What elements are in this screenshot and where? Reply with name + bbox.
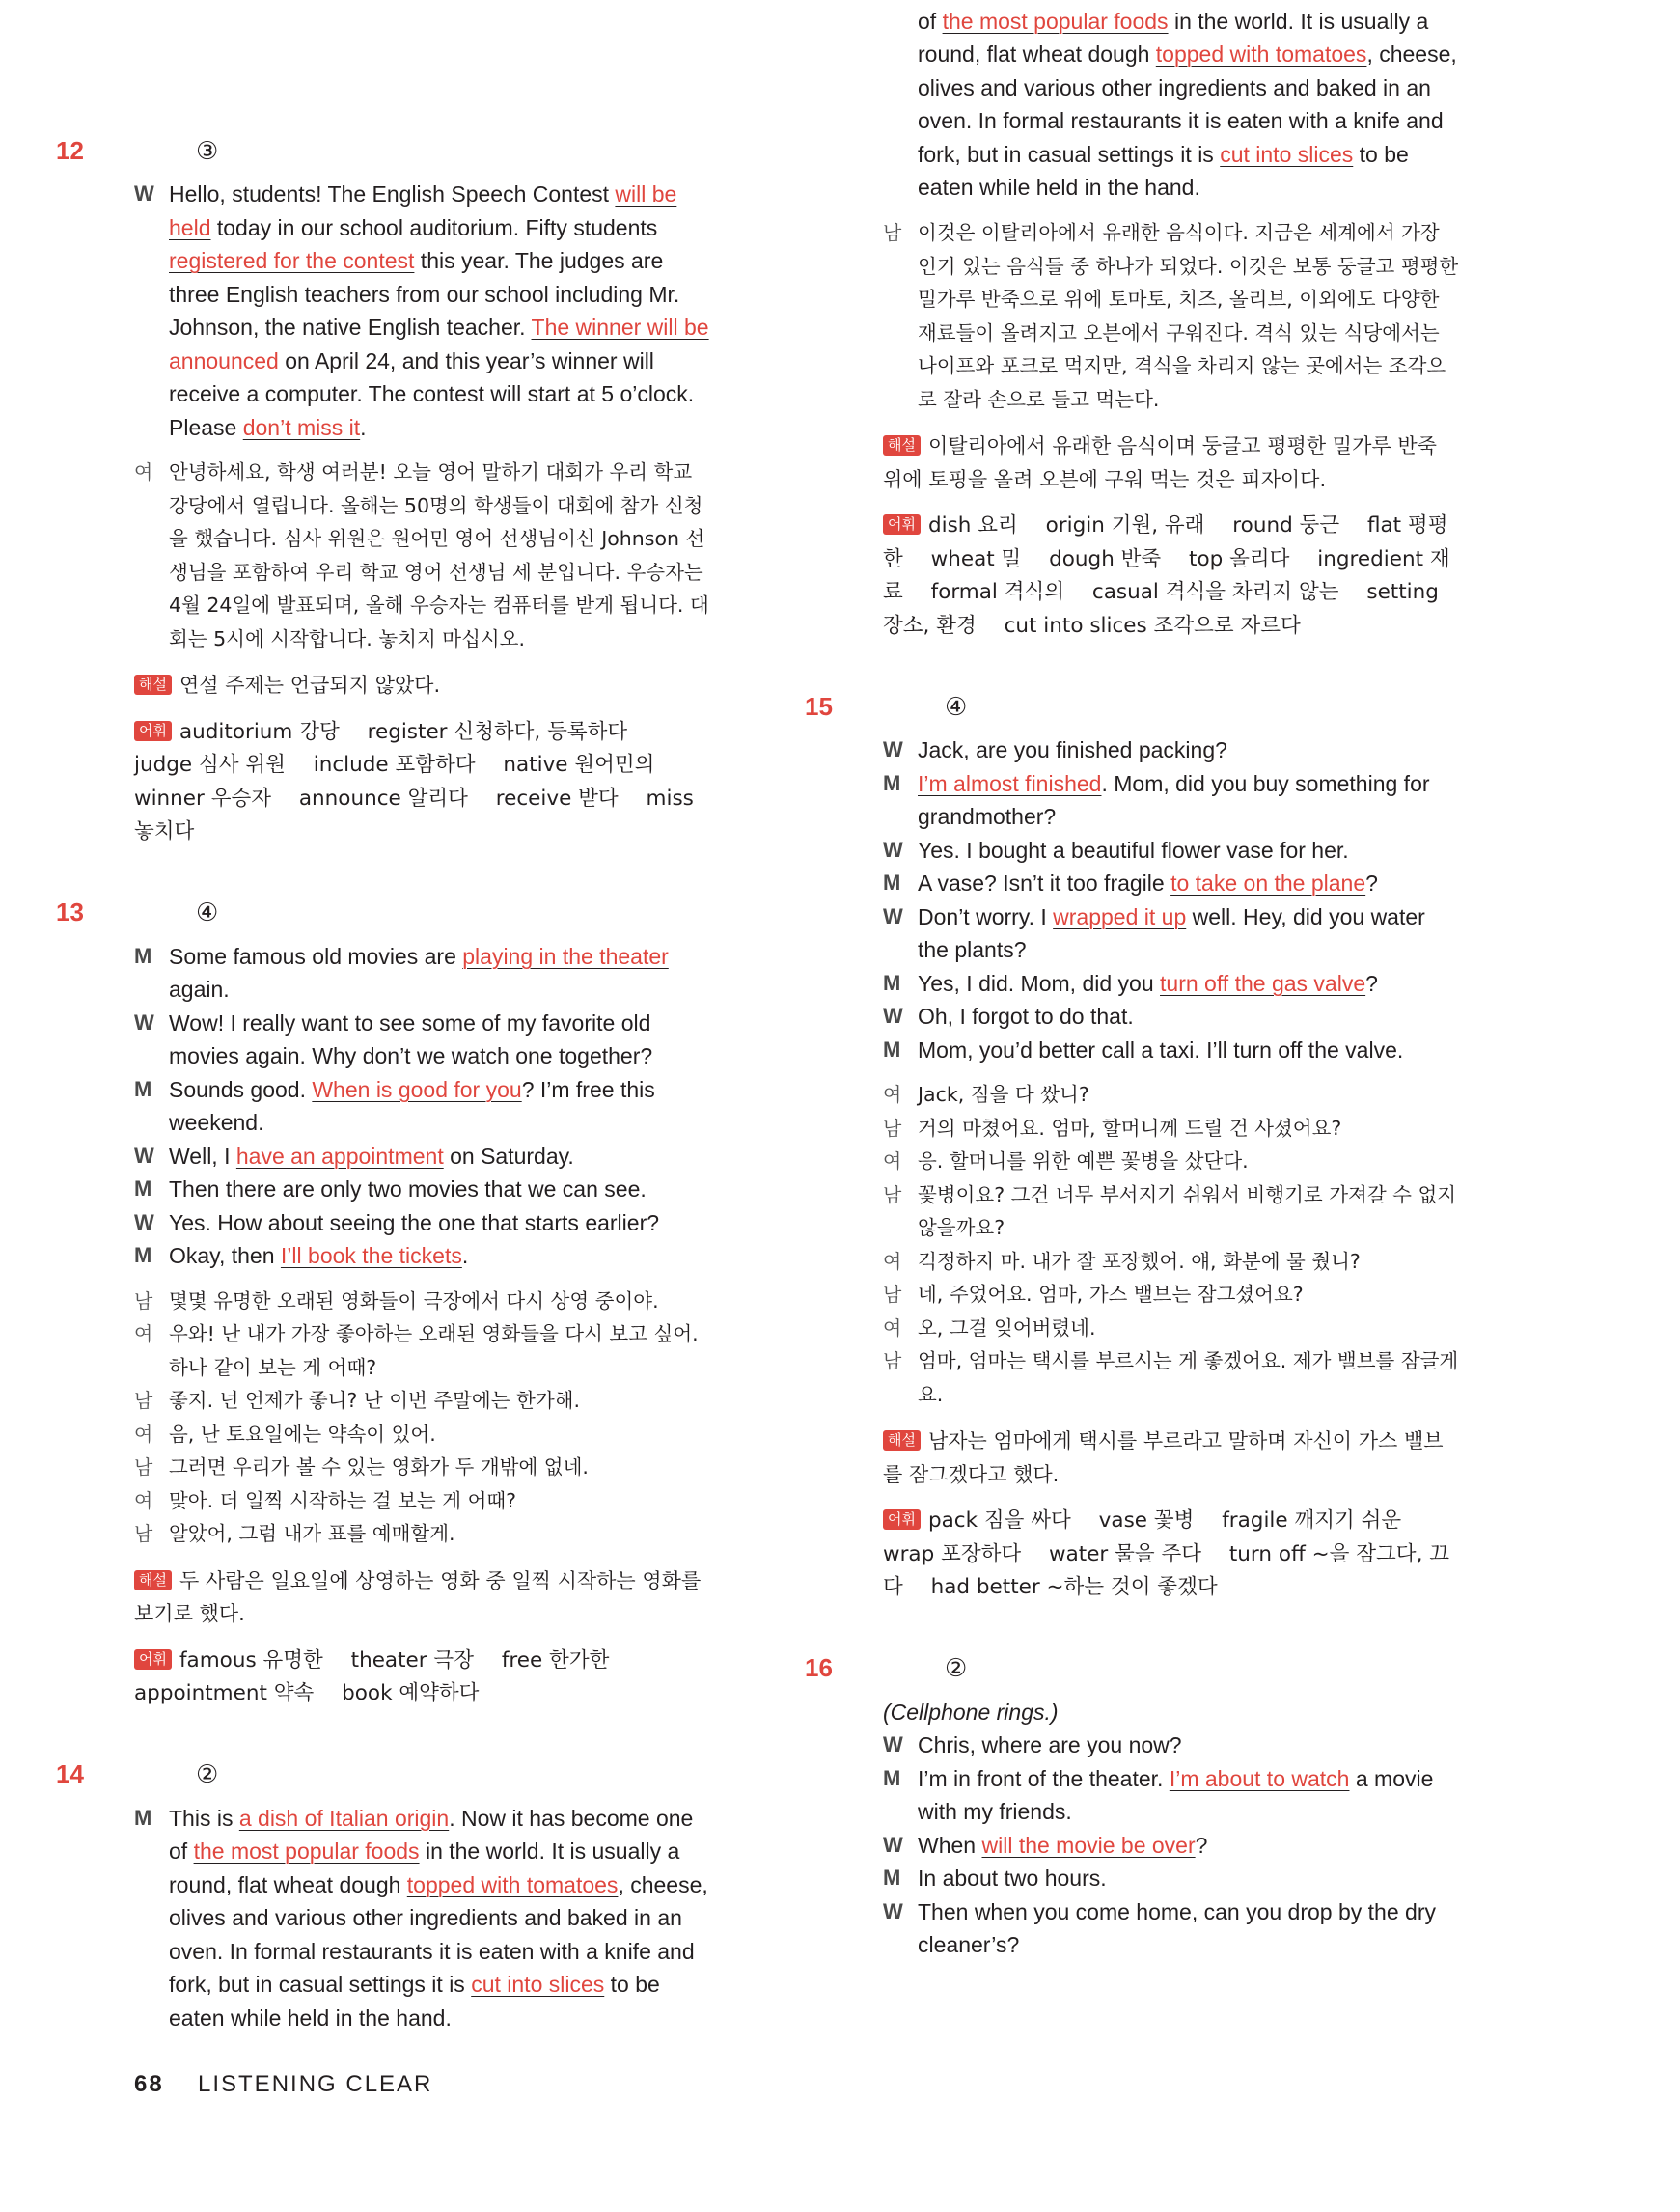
vocab-item: dough 반죽 (1049, 546, 1162, 571)
answer-blank: registered for the contest (169, 248, 415, 273)
korean-translation (883, 216, 1462, 416)
speaker-label: M (134, 1243, 152, 1267)
dialogue-line (883, 1728, 1462, 1762)
speaker-label: M (883, 1037, 901, 1062)
question-16 (805, 1649, 1462, 1962)
speaker-label: W (883, 1732, 903, 1756)
answer-mark: ② (196, 1759, 219, 1788)
korean-line (134, 1418, 713, 1452)
dialogue-line (883, 1762, 1462, 1829)
dialogue-text: This is (169, 1805, 239, 1831)
korean-line (883, 1344, 1462, 1411)
korean-line (134, 1451, 713, 1484)
answer-blank: topped with tomatoes (406, 1871, 619, 1897)
vocab-item: had better ~하는 것이 좋겠다 (930, 1575, 1218, 1599)
dialogue-text: again. (169, 977, 230, 1002)
korean-line (883, 1278, 1462, 1312)
korean-speaker-label: 여 (883, 1083, 902, 1106)
speaker-label (883, 0, 900, 5)
korean-speaker-label: 남 (134, 1389, 153, 1412)
dialogue-line (134, 178, 713, 444)
vocab-item: appointment 약속 (134, 1681, 315, 1705)
dialogue-text: I’m in front of the theater. (918, 1765, 1170, 1791)
dialogue-line (883, 1034, 1462, 1067)
vocab-item: fragile 깨지기 쉬운 (1222, 1508, 1402, 1533)
explanation-badge: 해설 (883, 435, 921, 456)
dialogue-text: . (360, 414, 367, 440)
korean-speaker-label: 남 (883, 1349, 902, 1372)
answer-blank: have an appointment (235, 1143, 444, 1169)
korean-line (134, 1285, 713, 1318)
korean-translation (134, 1285, 713, 1551)
vocab-item: book 예약하다 (342, 1681, 480, 1705)
dialogue-text: . (461, 1243, 469, 1268)
dialogue (883, 1728, 1462, 1962)
dialogue-text: . Now it has become one of (169, 1805, 694, 1864)
dialogue-text: on Saturday. (443, 1143, 574, 1169)
vocab-item: casual 격식을 차리지 않는 (1091, 580, 1339, 604)
dialogue-text: Mom, you’d better call a taxi. I’ll turn off the valve. (918, 1037, 1404, 1063)
dialogue-text: in the world. It is usually a round, flat wheat dough (918, 8, 1429, 67)
speaker-label: W (134, 181, 154, 206)
korean-line (883, 1145, 1462, 1178)
explanation-badge: 해설 (134, 675, 172, 695)
dialogue-text: Yes, I did. Mom, did you (918, 970, 1161, 996)
speaker-label: W (883, 837, 903, 862)
speaker-label: M (883, 770, 901, 795)
left-column (56, 0, 713, 2031)
vocab-item: receive 받다 (495, 786, 619, 811)
korean-line (134, 1484, 713, 1518)
dialogue-line (134, 1173, 713, 1206)
vocabulary-badge: 어휘 (134, 1649, 172, 1670)
dialogue-text: Then there are only two movies that we can see. (169, 1176, 647, 1202)
korean-line (134, 456, 713, 655)
dialogue-text: In about two hours. (918, 1866, 1107, 1891)
vocab-item: wheat 밀 (930, 546, 1022, 571)
dialogue-text: of (918, 8, 937, 34)
dialogue-text: . Mom, did you buy something for grandmother? (918, 770, 1430, 829)
dialogue-text: ? (1195, 1832, 1208, 1858)
vocabulary-badge: 어휘 (134, 721, 172, 741)
question-12 (56, 131, 713, 849)
vocab-item: famous 유명한 (179, 1647, 323, 1673)
right-column (805, 0, 1462, 1962)
dialogue-text: Wow! I really want to see some of my favorite old movies again. Why don’t we watch one together? (169, 1009, 653, 1068)
answer-blank: cut into slices (471, 1972, 605, 1997)
korean-line (883, 1178, 1462, 1245)
answer-mark: ② (945, 1653, 968, 1682)
answer-blank: a dish of Italian origin (238, 1805, 450, 1831)
question-14 (56, 1756, 713, 2031)
korean-text: 알았어, 그럼 내가 표를 예매할게. (169, 1522, 455, 1545)
question-header (56, 131, 713, 170)
dialogue-text: Yes. How about seeing the one that starts earlier? (169, 1209, 660, 1235)
dialogue (134, 940, 713, 1273)
answer-blank: to take on the plane (1170, 871, 1366, 896)
explanation (134, 669, 713, 703)
korean-line (883, 1112, 1462, 1146)
answer-blank: topped with tomatoes (1155, 41, 1367, 67)
dialogue-line (134, 1073, 713, 1140)
korean-line (883, 1312, 1462, 1345)
dialogue (134, 1802, 713, 2031)
korean-speaker-label: 남 (883, 1182, 902, 1206)
answer-blank: will be held (169, 181, 677, 240)
korean-translation (134, 456, 713, 655)
dialogue-continued (883, 8, 1462, 205)
vocab-item: ingredient 재료 (883, 546, 1450, 604)
korean-text: 응. 할머니를 위한 예쁜 꽃병을 샀단다. (918, 1149, 1249, 1173)
dialogue-text: ? (1365, 871, 1378, 896)
dialogue-line (883, 867, 1462, 900)
answer-mark: ③ (196, 135, 219, 165)
korean-text: 우와! 난 내가 가장 좋아하는 오래된 영화들을 다시 보고 싶어. 하나 같이 보는 게 어때? (169, 1322, 699, 1379)
question-14-continued (883, 8, 1462, 643)
korean-speaker-label: 남 (883, 1283, 902, 1306)
dialogue-text: in the world. It is usually a round, flat wheat dough (169, 1839, 680, 1897)
answer-blank: the most popular foods (942, 8, 1169, 34)
vocab-item: announce 알리다 (298, 786, 468, 811)
korean-text: 꽃병이요? 그건 너무 부서지기 쉬워서 비행기로 가져갈 수 없지 않을까요? (918, 1182, 1457, 1239)
dialogue-text: Don’t worry. I (918, 903, 1054, 929)
vocabulary (134, 716, 713, 849)
vocab-item: auditorium 강당 (179, 719, 340, 744)
dialogue-text: to be eaten while held in the hand. (918, 141, 1409, 200)
question-header (56, 894, 713, 932)
explanation (883, 1424, 1462, 1491)
korean-speaker-label: 남 (883, 221, 902, 244)
korean-text: 네, 주었어요. 엄마, 가스 밸브는 잠그셨어요? (918, 1283, 1304, 1306)
korean-text: 안녕하세요, 학생 여러분! 오늘 영어 말하기 대회가 우리 학교 강당에서 열립니다. 올해는 50명의 학생들이 대회에 참가 신청을 했습니다. 심사 위원은 원어민 영어 선생님이신 Johnson 선생님을 포함하여 우리 학교 영어 선생님 세 분입니다. 우승자는 4월 24일에 발표되며, 올해 우승자는 컴퓨터를 받게 됩니다. 대회는 5시에 시작합니다. 놓치지 마십시오. (169, 460, 709, 650)
korean-speaker-label: 여 (883, 1249, 902, 1273)
speaker-label: M (134, 1076, 152, 1101)
korean-line (883, 216, 1462, 416)
korean-speaker-label: 남 (134, 1455, 153, 1479)
vocab-item: turn off ~을 잠그다, 끄다 (883, 1541, 1450, 1599)
korean-speaker-label: 여 (134, 1488, 153, 1512)
korean-speaker-label: 여 (883, 1315, 902, 1340)
vocab-item: theater 극장 (350, 1647, 474, 1673)
answer-blank: I’m about to watch (1169, 1765, 1350, 1791)
answer-blank: wrapped it up (1053, 903, 1187, 929)
korean-speaker-label: 남 (134, 1522, 153, 1545)
speaker-label: M (134, 1176, 152, 1201)
explanation-text: 두 사람은 일요일에 상영하는 영화 중 일찍 시작하는 영화를 보기로 했다. (134, 1568, 702, 1625)
answer-blank: don’t miss it (242, 414, 361, 440)
question-number: 14 (56, 1759, 84, 1788)
vocab-item: vase 꽃병 (1098, 1508, 1195, 1533)
speaker-label: M (134, 1805, 152, 1830)
dialogue-text: today in our school auditorium. Fifty students (210, 214, 658, 240)
speaker-label: W (134, 1143, 154, 1168)
korean-translation (883, 1078, 1462, 1411)
dialogue-text: Sounds good. (169, 1076, 313, 1102)
dialogue-text: ? I’m free this weekend. (169, 1076, 655, 1135)
explanation-badge: 해설 (134, 1570, 172, 1590)
dialogue (883, 733, 1462, 1066)
stage-direction: (Cellphone rings.) (883, 1699, 1059, 1725)
answer-blank: I’m almost finished (918, 770, 1102, 796)
question-15 (805, 687, 1462, 1605)
answer-blank: the most popular foods (193, 1839, 420, 1864)
dialogue-line (883, 900, 1462, 967)
explanation (883, 429, 1462, 496)
answer-blank: will the movie be over (981, 1832, 1196, 1858)
answer-blank: The winner will be announced (169, 315, 709, 373)
speaker-label: M (883, 1765, 901, 1790)
korean-line (134, 1384, 713, 1418)
dialogue-text: When (918, 1832, 982, 1858)
dialogue-text: Yes. I bought a beautiful flower vase for her. (918, 837, 1349, 863)
vocab-item: water 물을 주다 (1049, 1541, 1202, 1566)
dialogue-line (883, 1895, 1462, 1962)
answer-blank: turn off the gas valve (1160, 970, 1366, 996)
page-number: 68 (134, 2071, 164, 2097)
vocab-item: miss 놓치다 (134, 786, 694, 843)
speaker-label: W (883, 1004, 903, 1028)
dialogue (134, 178, 713, 444)
vocab-item: native 원어민의 (503, 753, 655, 777)
dialogue-line (134, 1140, 713, 1174)
dialogue-text: well. Hey, did you water the plants? (918, 903, 1425, 962)
korean-speaker-label: 여 (134, 1322, 153, 1345)
korean-speaker-label: 남 (883, 1116, 902, 1140)
korean-line (883, 1245, 1462, 1279)
dialogue-text: Chris, where are you now? (918, 1732, 1182, 1757)
speaker-label: W (134, 1009, 154, 1035)
dialogue-line (134, 1007, 713, 1073)
dialogue-text: , cheese, olives and various other ingredients and baked in an oven. In formal restaurants it is eaten with a knife and fork, but in casual settings it is (918, 41, 1457, 167)
korean-text: 몇몇 유명한 오래된 영화들이 극장에서 다시 상영 중이야. (169, 1288, 659, 1313)
answer-blank: playing in the theater (462, 943, 669, 969)
speaker-label: W (134, 1209, 154, 1234)
dialogue-line (883, 0, 1462, 205)
dialogue-line (883, 733, 1462, 767)
dialogue-text: Jack, are you finished packing? (918, 737, 1227, 762)
dialogue-text: Oh, I forgot to do that. (918, 1004, 1134, 1029)
question-number: 16 (805, 1653, 833, 1682)
korean-text: 엄마, 엄마는 택시를 부르시는 게 좋겠어요. 제가 밸브를 잠글게요. (918, 1349, 1459, 1406)
answer-blank: When is good for you (312, 1076, 522, 1102)
korean-text: 그러면 우리가 볼 수 있는 영화가 두 개밖에 없네. (169, 1455, 589, 1479)
question-header (805, 1649, 1462, 1688)
explanation (134, 1564, 713, 1631)
speaker-label: M (134, 943, 152, 968)
question-header (56, 1756, 713, 1794)
explanation-text: 연설 주제는 언급되지 않았다. (179, 674, 441, 697)
answer-blank: I’ll book the tickets (280, 1243, 462, 1268)
speaker-label: W (883, 737, 903, 761)
korean-line (134, 1317, 713, 1384)
dialogue-text: ? (1365, 970, 1378, 996)
korean-line (883, 1078, 1462, 1112)
speaker-label: M (883, 871, 901, 895)
vocab-item: dish 요리 (927, 513, 1018, 538)
korean-speaker-label: 여 (883, 1149, 902, 1173)
korean-speaker-label: 남 (134, 1288, 153, 1313)
answer-blank: cut into slices (1220, 141, 1354, 167)
korean-speaker-label: 여 (134, 1422, 153, 1446)
vocab-item: free 한가한 (501, 1647, 610, 1673)
vocab-item: wrap 포장하다 (883, 1541, 1022, 1566)
dialogue-line (134, 1239, 713, 1273)
dialogue-line (134, 1206, 713, 1240)
explanation-text: 남자는 엄마에게 택시를 부르라고 말하며 자신이 가스 밸브를 잠그겠다고 했다. (883, 1429, 1444, 1486)
dialogue-line (883, 1000, 1462, 1034)
dialogue-text: Some famous old movies are (169, 943, 463, 969)
vocab-item: include 포함하다 (313, 753, 476, 777)
vocab-item: setting 장소, 환경 (883, 580, 1439, 638)
vocab-item: cut into slices 조각으로 자르다 (1004, 613, 1301, 638)
vocabulary-badge: 어휘 (883, 514, 921, 535)
dialogue-line (883, 1829, 1462, 1863)
explanation-badge: 해설 (883, 1430, 921, 1451)
korean-text: 이것은 이탈리아에서 유래한 음식이다. 지금은 세계에서 가장 인기 있는 음식들 중 하나가 되었다. 이것은 보통 둥글고 평평한 밀가루 반죽으로 위에 토마토, 치즈, 올리브, 이외에도 다양한 재료들이 올려지고 오븐에서 구워진다. 격식 있는 식당에서는 나이프와 포크로 먹지만, 격식을 차리지 않는 곳에서는 조각으로 잘라 손으로 들고 먹는다. (918, 221, 1459, 411)
dialogue-text: a movie with my friends. (918, 1765, 1434, 1824)
dialogue-text: to be eaten while held in the hand. (169, 1972, 660, 2031)
question-number: 12 (56, 135, 84, 165)
dialogue-line (883, 767, 1462, 834)
korean-text: Jack, 짐을 다 쌌니? (918, 1083, 1089, 1106)
question-number: 15 (805, 691, 833, 721)
dialogue-text: Okay, then (169, 1243, 281, 1268)
dialogue-text: on April 24, and this year’s winner will receive a computer. The contest will start at 5 o’clock. Please (169, 347, 695, 440)
dialogue-text: Then when you come home, can you drop by the dry cleaner’s? (918, 1898, 1436, 1957)
dialogue-text: Hello, students! The English Speech Contest (169, 181, 616, 207)
korean-text: 거의 마쳤어요. 엄마, 할머니께 드릴 건 사셨어요? (918, 1116, 1342, 1140)
answer-mark: ④ (196, 898, 219, 926)
question-13 (56, 894, 713, 1711)
korean-line (134, 1517, 713, 1551)
korean-text: 음, 난 토요일에는 약속이 있어. (169, 1422, 436, 1446)
vocab-item: round 둥근 (1232, 513, 1340, 538)
dialogue-line (134, 940, 713, 1007)
vocab-item: winner 우승자 (134, 786, 272, 811)
korean-text: 오, 그걸 잊어버렸네. (918, 1315, 1096, 1340)
speaker-label: W (883, 903, 903, 928)
speaker-label: M (883, 970, 901, 995)
speaker-label: W (883, 1898, 903, 1923)
vocabulary (134, 1645, 713, 1711)
vocabulary (883, 510, 1462, 643)
dialogue-line (883, 967, 1462, 1001)
vocabulary (883, 1505, 1462, 1605)
speaker-label: W (883, 1832, 903, 1857)
korean-text: 좋지. 넌 언제가 좋니? 난 이번 주말에는 한가해. (169, 1389, 580, 1412)
vocab-item: flat 평평한 (883, 513, 1448, 571)
korean-speaker-label: 여 (134, 460, 153, 484)
dialogue-text: , cheese, olives and various other ingredients and baked in an oven. In formal restaurants it is eaten with a knife and fork, but in casual settings it is (169, 1871, 708, 1997)
vocab-item: pack 짐을 싸다 (927, 1508, 1071, 1533)
vocab-item: judge 심사 위원 (134, 753, 286, 777)
vocab-item: register 신청하다, 등록하다 (367, 719, 628, 744)
vocab-item: formal 격식의 (930, 580, 1065, 604)
dialogue-line (134, 1802, 713, 2035)
dialogue-text: A vase? Isn’t it too fragile (918, 871, 1171, 896)
dialogue-line (883, 1862, 1462, 1895)
dialogue-text: this year. The judges are three English teachers from our school including Mr. Johnson, the native English teacher. (169, 248, 680, 340)
explanation-text: 이탈리아에서 유래한 음식이며 둥글고 평평한 밀가루 반죽 위에 토핑을 올려 오븐에 구워 먹는 것은 피자이다. (883, 434, 1437, 491)
book-title: LISTENING CLEAR (198, 2071, 433, 2097)
korean-text: 맞아. 더 일찍 시작하는 걸 보는 게 어때? (169, 1488, 517, 1512)
question-number: 13 (56, 898, 84, 926)
vocab-item: top 올리다 (1189, 546, 1290, 571)
vocab-item: origin 기원, 유래 (1045, 513, 1205, 538)
dialogue-line (883, 834, 1462, 868)
answer-mark: ④ (945, 691, 968, 721)
speaker-label: M (883, 1866, 901, 1890)
korean-text: 걱정하지 마. 내가 잘 포장했어. 얘, 화분에 물 줬니? (918, 1249, 1361, 1273)
vocabulary-badge: 어휘 (883, 1509, 921, 1530)
question-header (805, 687, 1462, 726)
dialogue-text: Well, I (169, 1143, 236, 1169)
